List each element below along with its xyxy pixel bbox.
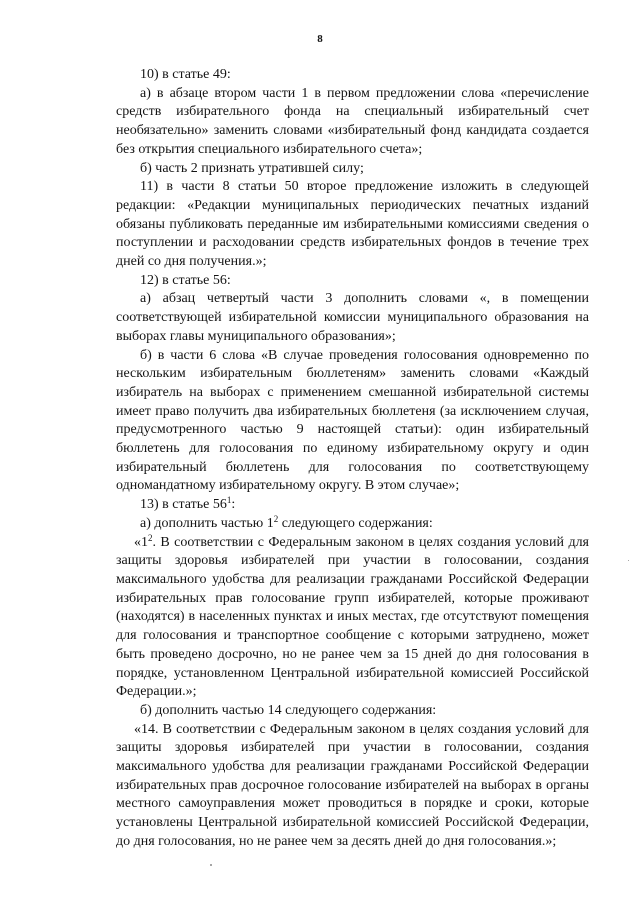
paragraph-article-50: 11) в части 8 статьи 50 второе предложение изложить в следующей редакции: «Редакции муниципальных периодических печатных изданий обязаны публиковать переданные им избирательными комиссиями сведения о поступлении и расходовании средств избирательных фондов в течение трех дней со дня получения.»; bbox=[116, 179, 589, 270]
paragraph-49-a: а) в абзаце втором части 1 в первом предложении слова «перечисление средств избирательного фонда на специальный избирательный счет необязательно» заменить словами «избирательный фонд кандидата создается без открытия специального избирательного счета»; bbox=[116, 85, 589, 157]
paragraph-56-1-b: б) дополнить частью 14 следующего содержания: bbox=[140, 702, 437, 718]
paragraph-56-a: а) абзац четвертый части 3 дополнить словами «, в помещении соответствующей избирательной комиссии муниципального образования на выборах главы муниципального образования»; bbox=[116, 291, 589, 344]
paragraph-49-b: б) часть 2 признать утратившей силу; bbox=[140, 160, 364, 176]
paragraph-quote-part-14: «14. В соответствии с Федеральным законом в целях создания условий для защиты здоровья избирателей при участии в голосовании, создания максимального удобства для реализации гражданами Российской Федерации избирательных прав досрочное голосование избирателей на выборах в органы местного самоуправления может проводиться в порядке и сроки, которые установлены Центральной избирательной комиссией Российской Федерации, до дня голосования, но не ранее чем за десять дней до дня голосования.»; bbox=[116, 721, 589, 849]
paragraph-56-b: б) в части 6 слова «В случае проведения голосования одновременно по нескольким избирательным бюллетеням» заменить словами «Каждый избиратель на выборах с применением смешанной избирательной системы имеет право получить два избирательных бюллетеня (за исключением случая, предусмотренного частью 9 настоящей статьи): один избирательный бюллетень для голосования по единому избирательному округу и один избирательный бюллетень для голосования по соответствующему одномандатному избирательному округу. В этом случае»; bbox=[116, 347, 589, 494]
paragraph-56-1-a: а) дополнить частью $1^2$ следующего содержания: bbox=[140, 513, 433, 531]
scan-speck bbox=[628, 560, 629, 561]
paragraph-article-56: 12) в статье 56: bbox=[140, 272, 231, 288]
document-body bbox=[116, 66, 589, 852]
paragraph-article-56-1: 13) в статье $56^1$: bbox=[140, 495, 236, 513]
paragraph-article-49: 10) в статье 49: bbox=[140, 67, 231, 82]
paragraph-quote-part-1-2: «$1^2$. В соответствии с Федеральным законом в целях создания условий для защиты здоровья избирателей при участии в голосовании, создания максимального удобства для реализации гражданами Российской Федерации избирательных прав голосование групп избирателей, которые проживают (находятся) в населенных пунктах и иных местах, где отсутствуют помещения для голосования и транспортное сообщение с которыми затруднено, может быть проведено досрочно, но не ранее чем за 15 дней до дня голосования в порядке, установленном Центральной избирательной комиссией Российской Федерации.»; bbox=[116, 532, 589, 700]
page-number: 8 bbox=[317, 33, 323, 45]
scan-speck bbox=[210, 864, 212, 866]
